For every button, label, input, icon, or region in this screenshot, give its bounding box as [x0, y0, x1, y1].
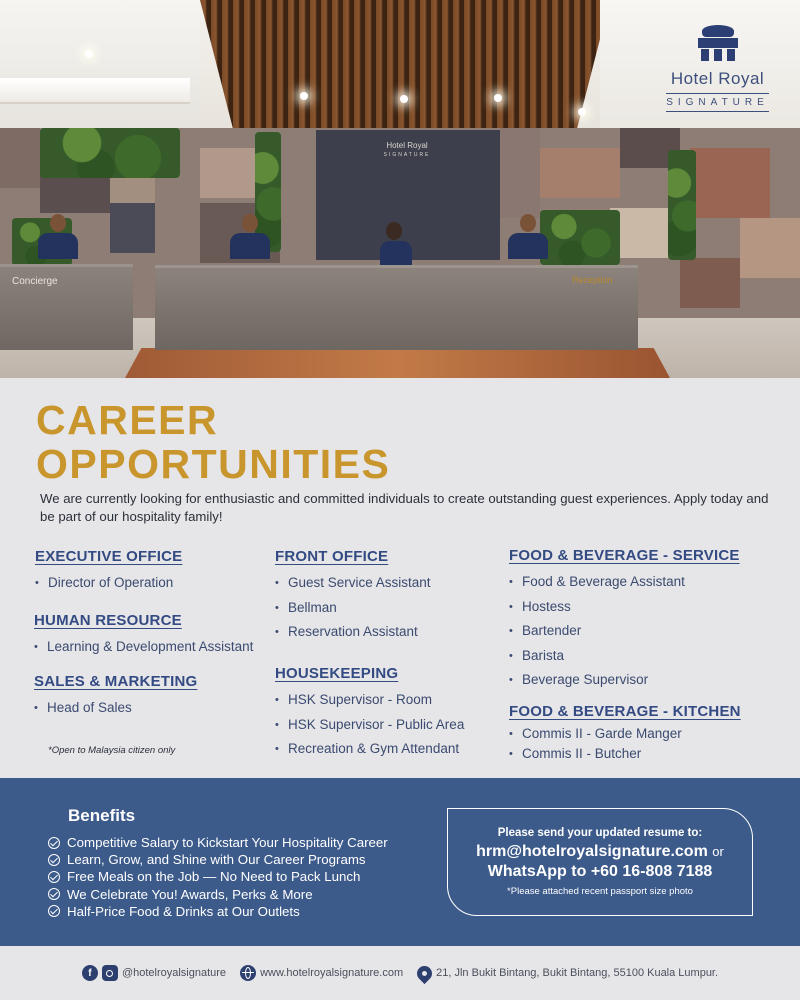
- benefit-item: [48, 868, 388, 885]
- benefit-text: We Celebrate You! Awards, Perks & More: [67, 886, 313, 902]
- crown-logo-icon: [698, 25, 738, 61]
- benefit-text: Free Meals on the Job — No Need to Pack Lunch: [67, 869, 361, 885]
- job-item: • HSK Supervisor - Public Area: [275, 713, 464, 738]
- staff-member: [508, 214, 548, 259]
- footer-website-text: www.hotelroyalsignature.com: [260, 967, 404, 979]
- contact-box: [447, 808, 753, 916]
- dept-fb-service: [509, 547, 740, 693]
- job-item: • Head of Sales: [34, 696, 197, 721]
- dept-human-resource: [34, 612, 253, 660]
- contact-whatsapp[interactable]: WhatsApp to +60 16-808 7188: [487, 863, 713, 880]
- instagram-icon: [102, 965, 118, 981]
- dept-title: FOOD & BEVERAGE - KITCHEN: [509, 703, 741, 720]
- footer: [0, 946, 800, 1000]
- contact-or: or: [712, 844, 724, 859]
- dept-title: HOUSEKEEPING: [275, 665, 399, 682]
- downlight: [578, 108, 586, 116]
- downlight: [85, 50, 93, 58]
- dept-front-office: [275, 548, 431, 645]
- contact-email-line: [448, 843, 752, 861]
- location-pin-icon: [414, 962, 435, 983]
- job-list: [34, 635, 253, 660]
- dept-title: EXECUTIVE OFFICE: [35, 548, 183, 565]
- benefit-item: [48, 851, 388, 868]
- contact-note: *Please attached recent passport size photo: [507, 886, 693, 897]
- job-item: • Commis II - Garde Manger: [509, 724, 741, 744]
- job-item: • Beverage Supervisor: [509, 668, 740, 693]
- dept-title: FOOD & BEVERAGE - SERVICE: [509, 547, 740, 564]
- downlight: [494, 94, 502, 102]
- job-list: [509, 724, 741, 764]
- job-item: • Director of Operation: [35, 571, 182, 596]
- green-wall-plants: [668, 150, 696, 260]
- hero-lobby-photo: [0, 0, 800, 378]
- job-item: • Barista: [509, 644, 740, 669]
- staff-member: [376, 222, 412, 267]
- benefit-text: Learn, Grow, and Shine with Our Career Programs: [67, 852, 366, 868]
- dept-title: HUMAN RESOURCE: [34, 612, 182, 629]
- title-line-1: CAREER: [36, 397, 219, 443]
- dept-sales-marketing: [34, 673, 197, 721]
- job-list: [275, 688, 464, 762]
- hotel-logo: [655, 25, 780, 112]
- benefits-title: Benefits: [68, 806, 136, 825]
- dept-housekeeping: [275, 665, 464, 762]
- ceiling-light-strip: [0, 78, 190, 104]
- reception-desk: [155, 265, 638, 350]
- wall-logo-sub: SIGNATURE: [383, 151, 431, 158]
- job-list: [275, 571, 431, 645]
- wall-logo: [372, 142, 442, 158]
- concierge-label: Concierge: [12, 276, 58, 287]
- reception-label: Reception: [572, 275, 613, 285]
- citizenship-note: *Open to Malaysia citizen only: [48, 745, 176, 756]
- wood-slat-ceiling: [200, 0, 610, 128]
- intro-text: We are currently looking for enthusiastic and committed individuals to create outstanding guest experiences. Apply today and be part of our hospitality family!: [40, 491, 769, 524]
- footer-social[interactable]: [82, 965, 226, 981]
- dept-title: SALES & MARKETING: [34, 673, 198, 690]
- green-wall-plants: [540, 210, 620, 265]
- job-item: • Food & Beverage Assistant: [509, 570, 740, 595]
- check-circle-icon: [48, 871, 60, 883]
- check-circle-icon: [48, 837, 60, 849]
- job-item: • HSK Supervisor - Room: [275, 688, 464, 713]
- globe-icon: [240, 965, 256, 981]
- benefit-item: [48, 903, 388, 920]
- footer-address: [417, 966, 718, 981]
- job-item: • Recreation & Gym Attendant: [275, 737, 464, 762]
- benefit-text: Half-Price Food & Drinks at Our Outlets: [67, 903, 300, 919]
- lobby-rug: [125, 348, 670, 378]
- job-list: [34, 696, 197, 721]
- benefit-item: [48, 834, 388, 851]
- ceiling-left: [0, 0, 200, 130]
- job-item: • Hostess: [509, 595, 740, 620]
- facebook-icon: f: [82, 965, 98, 981]
- contact-email[interactable]: hrm@hotelroyalsignature.com: [476, 843, 708, 860]
- check-circle-icon: [48, 905, 60, 917]
- title-line-2: OPPORTUNITIES: [36, 441, 391, 487]
- logo-sub: SIGNATURE: [666, 93, 769, 112]
- logo-name: Hotel Royal: [670, 69, 765, 88]
- check-circle-icon: [48, 854, 60, 866]
- page-title: [36, 398, 390, 486]
- benefits-list: [48, 834, 388, 920]
- job-list: [509, 570, 740, 693]
- job-item: • Guest Service Assistant: [275, 571, 431, 596]
- contact-intro: Please send your updated resume to:: [497, 827, 703, 839]
- staff-member: [38, 214, 78, 259]
- staff-member: [230, 214, 270, 259]
- dept-title: FRONT OFFICE: [275, 548, 389, 565]
- benefit-text: Competitive Salary to Kickstart Your Hospitality Career: [67, 835, 388, 850]
- job-item: • Commis II - Butcher: [509, 744, 741, 764]
- job-item: • Bartender: [509, 619, 740, 644]
- benefit-item: [48, 886, 388, 903]
- dept-fb-kitchen: [509, 703, 741, 764]
- job-item: • Learning & Development Assistant: [34, 635, 253, 660]
- job-list: [35, 571, 182, 596]
- footer-social-handle: @hotelroyalsignature: [121, 967, 227, 979]
- job-item: • Bellman: [275, 596, 431, 621]
- job-item: • Reservation Assistant: [275, 620, 431, 645]
- check-circle-icon: [48, 888, 60, 900]
- downlight: [400, 95, 408, 103]
- footer-website[interactable]: [240, 965, 403, 981]
- downlight: [300, 92, 308, 100]
- footer-address-text: 21, Jln Bukit Bintang, Bukit Bintang, 55100 Kuala Lumpur.: [436, 967, 719, 979]
- wall-logo-name: Hotel Royal: [386, 141, 428, 150]
- dept-executive-office: [35, 548, 182, 596]
- green-wall-plants: [40, 128, 180, 178]
